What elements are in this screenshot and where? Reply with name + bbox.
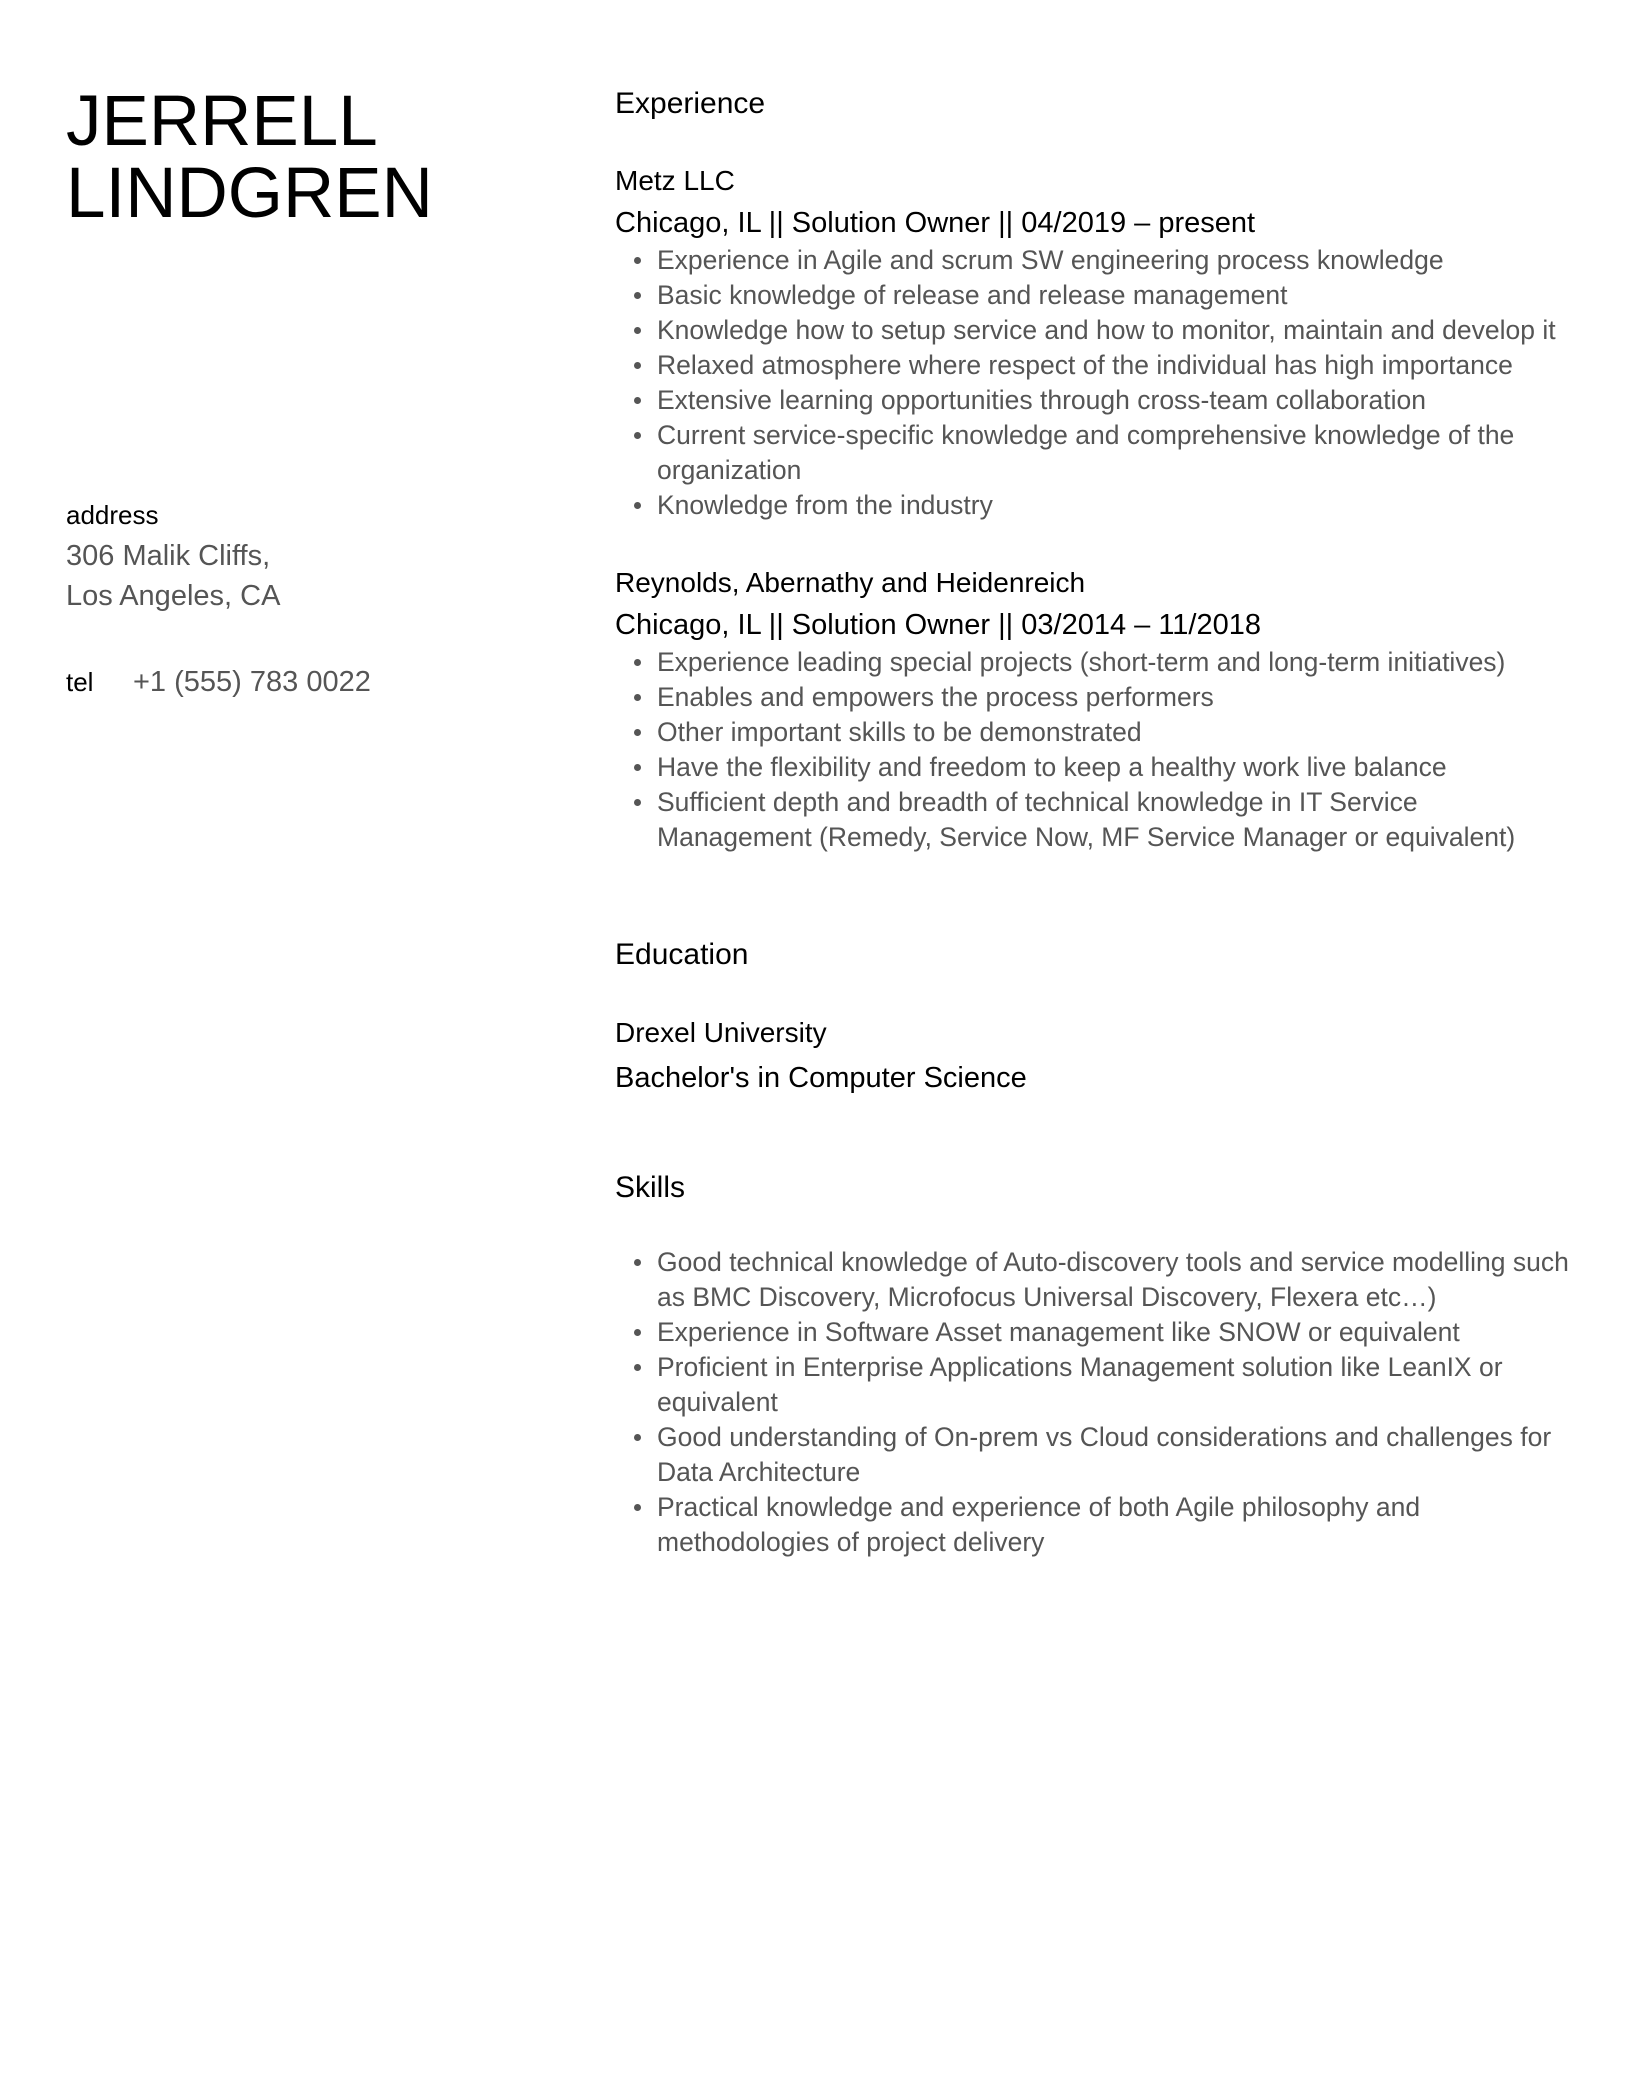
job-2 (615, 563, 1575, 855)
list-item: Extensive learning opportunities through cross-team collaboration (615, 383, 1575, 418)
job-meta: Chicago, IL || Solution Owner || 04/2019 – present (615, 207, 1256, 239)
job-bullets (615, 645, 1575, 855)
experience-section (615, 84, 1575, 855)
name-last: LINDGREN (66, 154, 433, 233)
list-item: Have the flexibility and freedom to keep a healthy work live balance (615, 750, 1575, 785)
list-item: Other important skills to be demonstrated (615, 715, 1575, 750)
candidate-name (66, 82, 566, 233)
job-1 (615, 161, 1575, 523)
skills-section (615, 1168, 1575, 1560)
skills-title: Skills (615, 1171, 686, 1204)
address-label: address (66, 500, 159, 530)
address-value (66, 536, 280, 616)
list-item: Experience in Agile and scrum SW engineering process knowledge (615, 243, 1575, 278)
education-section (615, 935, 1575, 1098)
list-item: Good understanding of On-prem vs Cloud considerations and challenges for Data Architecture (615, 1420, 1575, 1490)
education-title: Education (615, 938, 749, 971)
list-item: Sufficient depth and breadth of technical knowledge in IT Service Management (Remedy, Service Now, MF Service Manager or equivalent) (615, 785, 1575, 855)
list-item: Relaxed atmosphere where respect of the individual has high importance (615, 348, 1575, 383)
right-column (615, 84, 1575, 1560)
skills-list (615, 1245, 1575, 1560)
list-item: Experience in Software Asset management like SNOW or equivalent (615, 1315, 1575, 1350)
education-school: Drexel University (615, 1017, 827, 1048)
job-company: Reynolds, Abernathy and Heidenreich (615, 567, 1086, 598)
experience-title: Experience (615, 87, 766, 120)
list-item: Basic knowledge of release and release management (615, 278, 1575, 313)
list-item: Practical knowledge and experience of both Agile philosophy and methodologies of project delivery (615, 1490, 1575, 1560)
education-degree: Bachelor's in Computer Science (615, 1062, 1027, 1094)
list-item: Knowledge how to setup service and how to monitor, maintain and develop it (615, 313, 1575, 348)
name-first: JERRELL (66, 82, 378, 161)
list-item: Enables and empowers the process performers (615, 680, 1575, 715)
tel-label: tel (66, 667, 94, 697)
address-line-1: 306 Malik Cliffs, (66, 540, 271, 572)
tel-row (66, 666, 371, 699)
list-item: Knowledge from the industry (615, 488, 1575, 523)
list-item: Current service-specific knowledge and comprehensive knowledge of the organization (615, 418, 1575, 488)
address-line-2: Los Angeles, CA (66, 580, 281, 612)
list-item: Proficient in Enterprise Applications Management solution like LeanIX or equivalent (615, 1350, 1575, 1420)
left-column (66, 82, 566, 233)
tel-value: +1 (555) 783 0022 (133, 666, 371, 698)
list-item: Good technical knowledge of Auto-discovery tools and service modelling such as BMC Discovery, Microfocus Universal Discovery, Flexera etc…) (615, 1245, 1575, 1315)
job-bullets (615, 243, 1575, 523)
job-meta: Chicago, IL || Solution Owner || 03/2014 – 11/2018 (615, 609, 1262, 641)
job-company: Metz LLC (615, 165, 735, 196)
list-item: Experience leading special projects (short-term and long-term initiatives) (615, 645, 1575, 680)
